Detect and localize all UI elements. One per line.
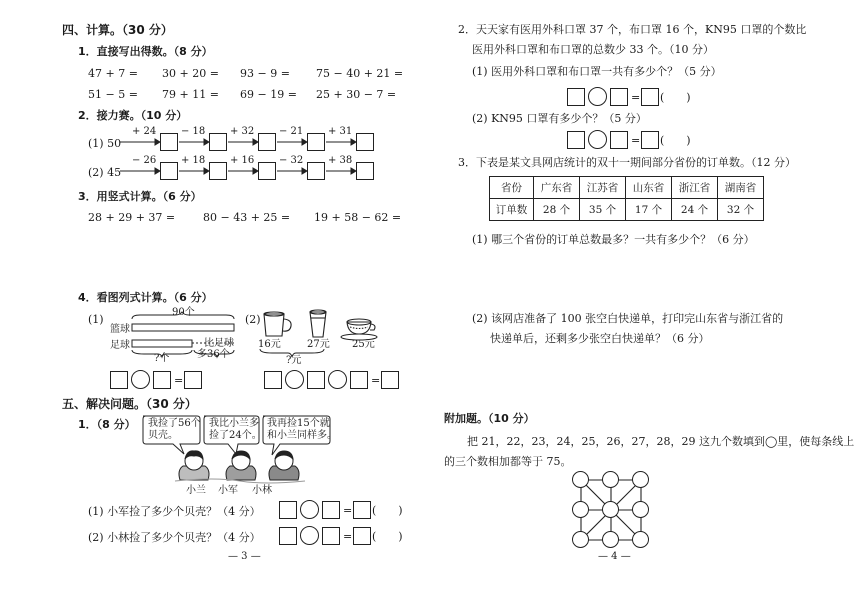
operator-circle[interactable] (328, 370, 347, 389)
answer-box[interactable] (567, 131, 585, 149)
operator-circle[interactable] (300, 500, 319, 519)
fig2-price-1: 16元 (258, 339, 281, 350)
equals-sign: = (174, 374, 184, 387)
fig1-note-a: 比足球 (204, 338, 234, 349)
bubble-2-line-1: 我比小兰多 (209, 418, 259, 429)
p2-question-1: (1) 医用外科口罩和布口罩一共有多少个？（5 分） (472, 65, 722, 78)
equals-sign: = (631, 134, 641, 147)
operator-circle[interactable] (285, 370, 304, 389)
operator-circle[interactable] (588, 130, 607, 149)
relay-op: − 26 (132, 155, 157, 166)
equals-sign: = (371, 374, 381, 387)
number-circle[interactable] (632, 531, 649, 548)
relay-op: − 32 (279, 155, 304, 166)
answer-box[interactable] (160, 162, 178, 180)
p1-question-1: (1) 小军捡了多少个贝壳？（4 分） (88, 505, 261, 518)
answer-box[interactable] (610, 131, 628, 149)
q1-title: 1．直接写出得数。（8 分） (78, 45, 213, 58)
number-circle[interactable] (572, 471, 589, 488)
page-number-left: — 3 — (228, 551, 261, 562)
q3-title: 3．用竖式计算。（6 分） (78, 190, 202, 203)
answer-box[interactable] (353, 527, 371, 545)
number-circle[interactable] (572, 531, 589, 548)
fig1-label: (1) (88, 313, 104, 326)
p2-question-2: (2) KN95 口罩有多少个？（5 分） (472, 112, 647, 125)
number-circle[interactable] (602, 471, 619, 488)
kid-name: 小兰 (186, 485, 206, 496)
answer-box[interactable] (279, 527, 297, 545)
operator-circle[interactable] (588, 87, 607, 106)
unit-blank[interactable]: ( ) (660, 91, 691, 104)
answer-box[interactable] (322, 527, 340, 545)
answer-box[interactable] (567, 88, 585, 106)
number-circle[interactable] (632, 501, 649, 518)
fig2-cups-picture (260, 308, 400, 348)
fig1-row1: 篮球 (110, 324, 130, 335)
calc-item: 69 − 19 = (240, 88, 297, 101)
fig2-price-2: 27元 (307, 339, 330, 350)
calc-item: 25 + 30 − 7 = (316, 88, 397, 101)
relay-op: + 32 (230, 126, 255, 137)
p3-title: 3．下表是某文具网店统计的双十一期间部分省份的订单数。（12 分） (458, 156, 796, 169)
extra-text-line-2: 的三个数相加都等于 75。 (444, 455, 572, 468)
relay-1-start: (1) 50 (88, 137, 122, 150)
bubble-1-line-2: 贝壳。 (148, 430, 178, 441)
relay-2-start: (2) 45 (88, 166, 122, 179)
relay-op: + 24 (132, 126, 157, 137)
q4-title: 4．看图列式计算。（6 分） (78, 291, 213, 304)
table-cell: 35 个 (580, 199, 626, 221)
table-header-cell: 山东省 (626, 177, 672, 199)
answer-box[interactable] (209, 162, 227, 180)
p3-question-2-line-2: 快递单后，还剩多少张空白快递单？（6 分） (490, 332, 710, 345)
p1-question-2: (2) 小林捡了多少个贝壳？（4 分） (88, 531, 261, 544)
table-cell: 28 个 (534, 199, 580, 221)
answer-box[interactable] (350, 371, 368, 389)
number-circle[interactable] (632, 471, 649, 488)
answer-box[interactable] (307, 162, 325, 180)
table-cell: 17 个 (626, 199, 672, 221)
answer-box[interactable] (610, 88, 628, 106)
fig1-row2: 足球 (110, 340, 130, 351)
answer-box[interactable] (353, 501, 371, 519)
answer-box[interactable] (356, 162, 374, 180)
operator-circle[interactable] (300, 526, 319, 545)
equals-sign: = (343, 530, 353, 543)
answer-box[interactable] (209, 133, 227, 151)
relay-op: + 18 (181, 155, 206, 166)
p3-question-1: (1) 哪三个省份的订单总数最多？一共有多少个？（6 分） (472, 233, 755, 246)
calc-item: 75 − 40 + 21 = (316, 67, 404, 80)
answer-box[interactable] (641, 88, 659, 106)
relay-op: + 16 (230, 155, 255, 166)
answer-box[interactable] (110, 371, 128, 389)
unit-blank[interactable]: ( ) (372, 530, 403, 543)
number-circle[interactable] (572, 501, 589, 518)
relay-op: + 38 (328, 155, 353, 166)
answer-box[interactable] (307, 371, 325, 389)
table-cell: 订单数 (490, 199, 534, 221)
answer-box[interactable] (264, 371, 282, 389)
vertical-calc-item: 19 + 58 − 62 = (314, 211, 402, 224)
equals-sign: = (631, 91, 641, 104)
answer-box[interactable] (279, 501, 297, 519)
fig1-total: 90个 (172, 307, 195, 318)
relay-op: + 31 (328, 126, 353, 137)
q2-title: 2．接力赛。（10 分） (78, 109, 188, 122)
unit-blank[interactable]: ( ) (372, 504, 403, 517)
relay-op: − 21 (279, 126, 304, 137)
p1-title: 1．（8 分） (78, 418, 136, 431)
number-circle[interactable] (602, 531, 619, 548)
table-row (490, 177, 764, 199)
vertical-calc-item: 28 + 29 + 37 = (88, 211, 176, 224)
answer-box[interactable] (160, 133, 178, 151)
bubble-3-line-1: 我再捡15个就 (267, 418, 330, 429)
number-circle[interactable] (602, 501, 619, 518)
answer-box[interactable] (307, 133, 325, 151)
bubble-2-line-2: 捡了24个。 (209, 430, 262, 441)
table-header-cell: 广东省 (534, 177, 580, 199)
answer-box[interactable] (153, 371, 171, 389)
relay-op: − 18 (181, 126, 206, 137)
table-cell: 24 个 (672, 199, 718, 221)
order-table (489, 176, 764, 221)
page-number-right: — 4 — (598, 551, 631, 562)
answer-box[interactable] (258, 133, 276, 151)
answer-box[interactable] (258, 162, 276, 180)
calc-item: 93 − 9 = (240, 67, 290, 80)
answer-box[interactable] (356, 133, 374, 151)
calc-item: 51 − 5 = (88, 88, 138, 101)
p3-question-2-line-1: (2) 该网店准备了 100 张空白快递单，打印完山东省与浙江省的 (472, 312, 784, 325)
extra-title: 附加题。（10 分） (444, 412, 535, 425)
calc-item: 79 + 11 = (162, 88, 219, 101)
table-cell: 32 个 (718, 199, 764, 221)
unit-blank[interactable]: ( ) (660, 134, 691, 147)
calc-item: 30 + 20 = (162, 67, 219, 80)
operator-circle[interactable] (131, 370, 150, 389)
kid-name: 小林 (252, 485, 272, 496)
table-header-cell: 江苏省 (580, 177, 626, 199)
p2-text-line-2: 医用外科口罩和布口罩的总数少 33 个。（10 分） (472, 43, 714, 56)
table-header-cell: 浙江省 (672, 177, 718, 199)
kid-name: 小军 (218, 485, 238, 496)
children-illustration (175, 450, 305, 482)
section-5-title: 五、解决问题。（30 分） (62, 397, 197, 411)
answer-box[interactable] (381, 371, 399, 389)
vertical-calc-item: 80 − 43 + 25 = (203, 211, 291, 224)
extra-text-line-1: 把 21，22，23，24，25，26，27，28，29 这九个数填到◯里，使每条线上 (467, 435, 854, 448)
fig2-price-3: 25元 (352, 339, 375, 350)
answer-box[interactable] (322, 501, 340, 519)
table-row (490, 199, 764, 221)
table-header-cell: 省份 (490, 177, 534, 199)
section-4-title: 四、计算。（30 分） (62, 23, 173, 37)
answer-box[interactable] (184, 371, 202, 389)
answer-box[interactable] (641, 131, 659, 149)
fig1-unknown: ?个 (154, 353, 170, 364)
fig1-note-b: 多36个 (197, 349, 230, 360)
fig2-label: (2) (245, 313, 261, 326)
bubble-1-line-1: 我捡了56个 (148, 418, 201, 429)
calc-item: 47 + 7 = (88, 67, 138, 80)
bubble-3-line-2: 和小兰同样多。 (267, 430, 337, 441)
equals-sign: = (343, 504, 353, 517)
table-header-cell: 湖南省 (718, 177, 764, 199)
fig2-unknown: ?元 (286, 355, 302, 366)
p2-text-line-1: 2．天天家有医用外科口罩 37 个，布口罩 16 个，KN95 口罩的个数比 (458, 23, 807, 36)
